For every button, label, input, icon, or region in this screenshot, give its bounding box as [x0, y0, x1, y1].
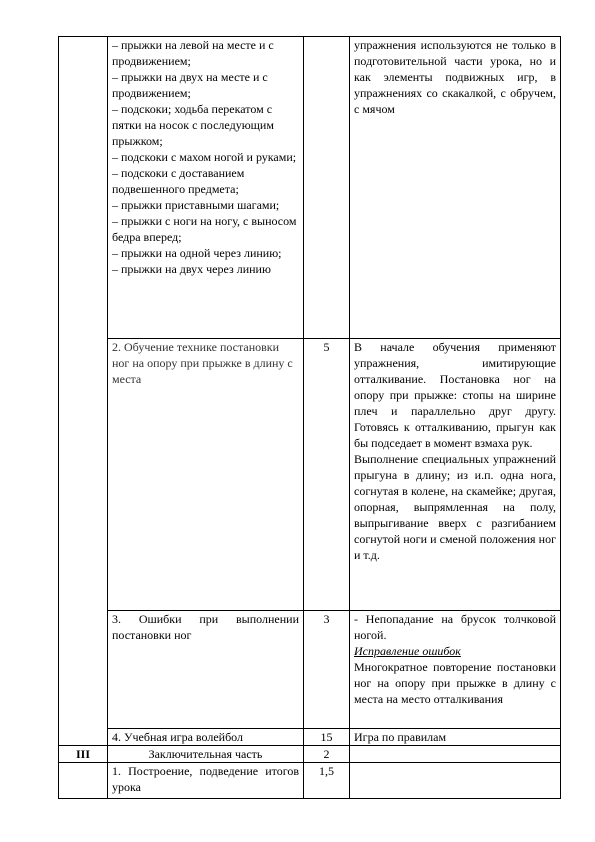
- instructions-cell: Игра по правилам: [350, 729, 561, 746]
- duration-cell: 5: [304, 339, 350, 611]
- duration-cell: 2: [304, 746, 350, 763]
- section-cell: [59, 763, 108, 799]
- topic-cell: 2. Обучение технике постановки ног на опору при прыжке в длину с места: [108, 339, 304, 611]
- instructions-cell: [350, 746, 561, 763]
- list-item: – подскоки с махом ногой и руками;: [112, 150, 297, 164]
- instructions-paragraph: Выполнение специальных упражнений прыгуна в длину; из и.п. одна нога, согнутая в колене, на скамейке; другая, опорная, выпрямленная на полу, выпрыгивание вверх с разгибанием согнутой ноги и сменой положения ног и т.д.: [354, 452, 556, 562]
- table-row: [59, 729, 561, 746]
- topic-cell: 1. Построение, подведение итогов урока: [108, 763, 304, 799]
- table-row: [59, 37, 561, 339]
- table-row: [59, 763, 561, 799]
- section-number: III: [59, 746, 108, 763]
- lesson-plan-table: [58, 36, 561, 799]
- section-title: Заключительная часть: [108, 746, 304, 763]
- exercise-list-cell: [108, 37, 304, 339]
- list-item: – прыжки на двух через линию: [112, 262, 271, 276]
- error-description: - Непопадание на брусок толчковой ногой.: [354, 612, 556, 642]
- table-row: [59, 611, 561, 729]
- list-item: – прыжки приставными шагами;: [112, 198, 280, 212]
- duration-cell: 15: [304, 729, 350, 746]
- section-cell: [59, 37, 108, 746]
- duration-cell: 1,5: [304, 763, 350, 799]
- correction-description: Многократное повторение постановки ног на опору при прыжке в длину с места на место отталкивания: [354, 660, 556, 706]
- instructions-cell: [350, 763, 561, 799]
- instructions-cell: [350, 611, 561, 729]
- instructions-cell: [350, 339, 561, 611]
- correction-label: Исправление ошибок: [354, 644, 461, 658]
- instructions-paragraph: В начале обучения применяют упражнения, имитирующие отталкивание. Постановка ног на опору при прыжке: стопы на ширине плеч и параллельно друг другу. Готовясь к отталкиванию, прыгун как бы подседает в момент взмаха рук.: [354, 340, 556, 450]
- table-row: [59, 339, 561, 611]
- list-item: – прыжки на одной через линию;: [112, 246, 282, 260]
- duration-cell: [304, 37, 350, 339]
- duration-cell: 3: [304, 611, 350, 729]
- instructions-cell: упражнения используются не только в подготовительной части урока, но и как элементы подвижных игр, в упражнениях со скакалкой, с обручем, с мячом: [350, 37, 561, 339]
- topic-cell: 4. Учебная игра волейбол: [108, 729, 304, 746]
- list-item: – прыжки с ноги на ногу, с выносом бедра вперед;: [112, 214, 297, 244]
- list-item: – подскоки; ходьба перекатом с пятки на носок с последующим прыжком;: [112, 102, 274, 148]
- list-item: – прыжки на левой на месте и с продвижением;: [112, 38, 274, 68]
- table-row: [59, 746, 561, 763]
- list-item: – подскоки с доставанием подвешенного предмета;: [112, 166, 245, 196]
- list-item: – прыжки на двух на месте и с продвижением;: [112, 70, 268, 100]
- topic-cell: 3. Ошибки при выполнении постановки ног: [108, 611, 304, 729]
